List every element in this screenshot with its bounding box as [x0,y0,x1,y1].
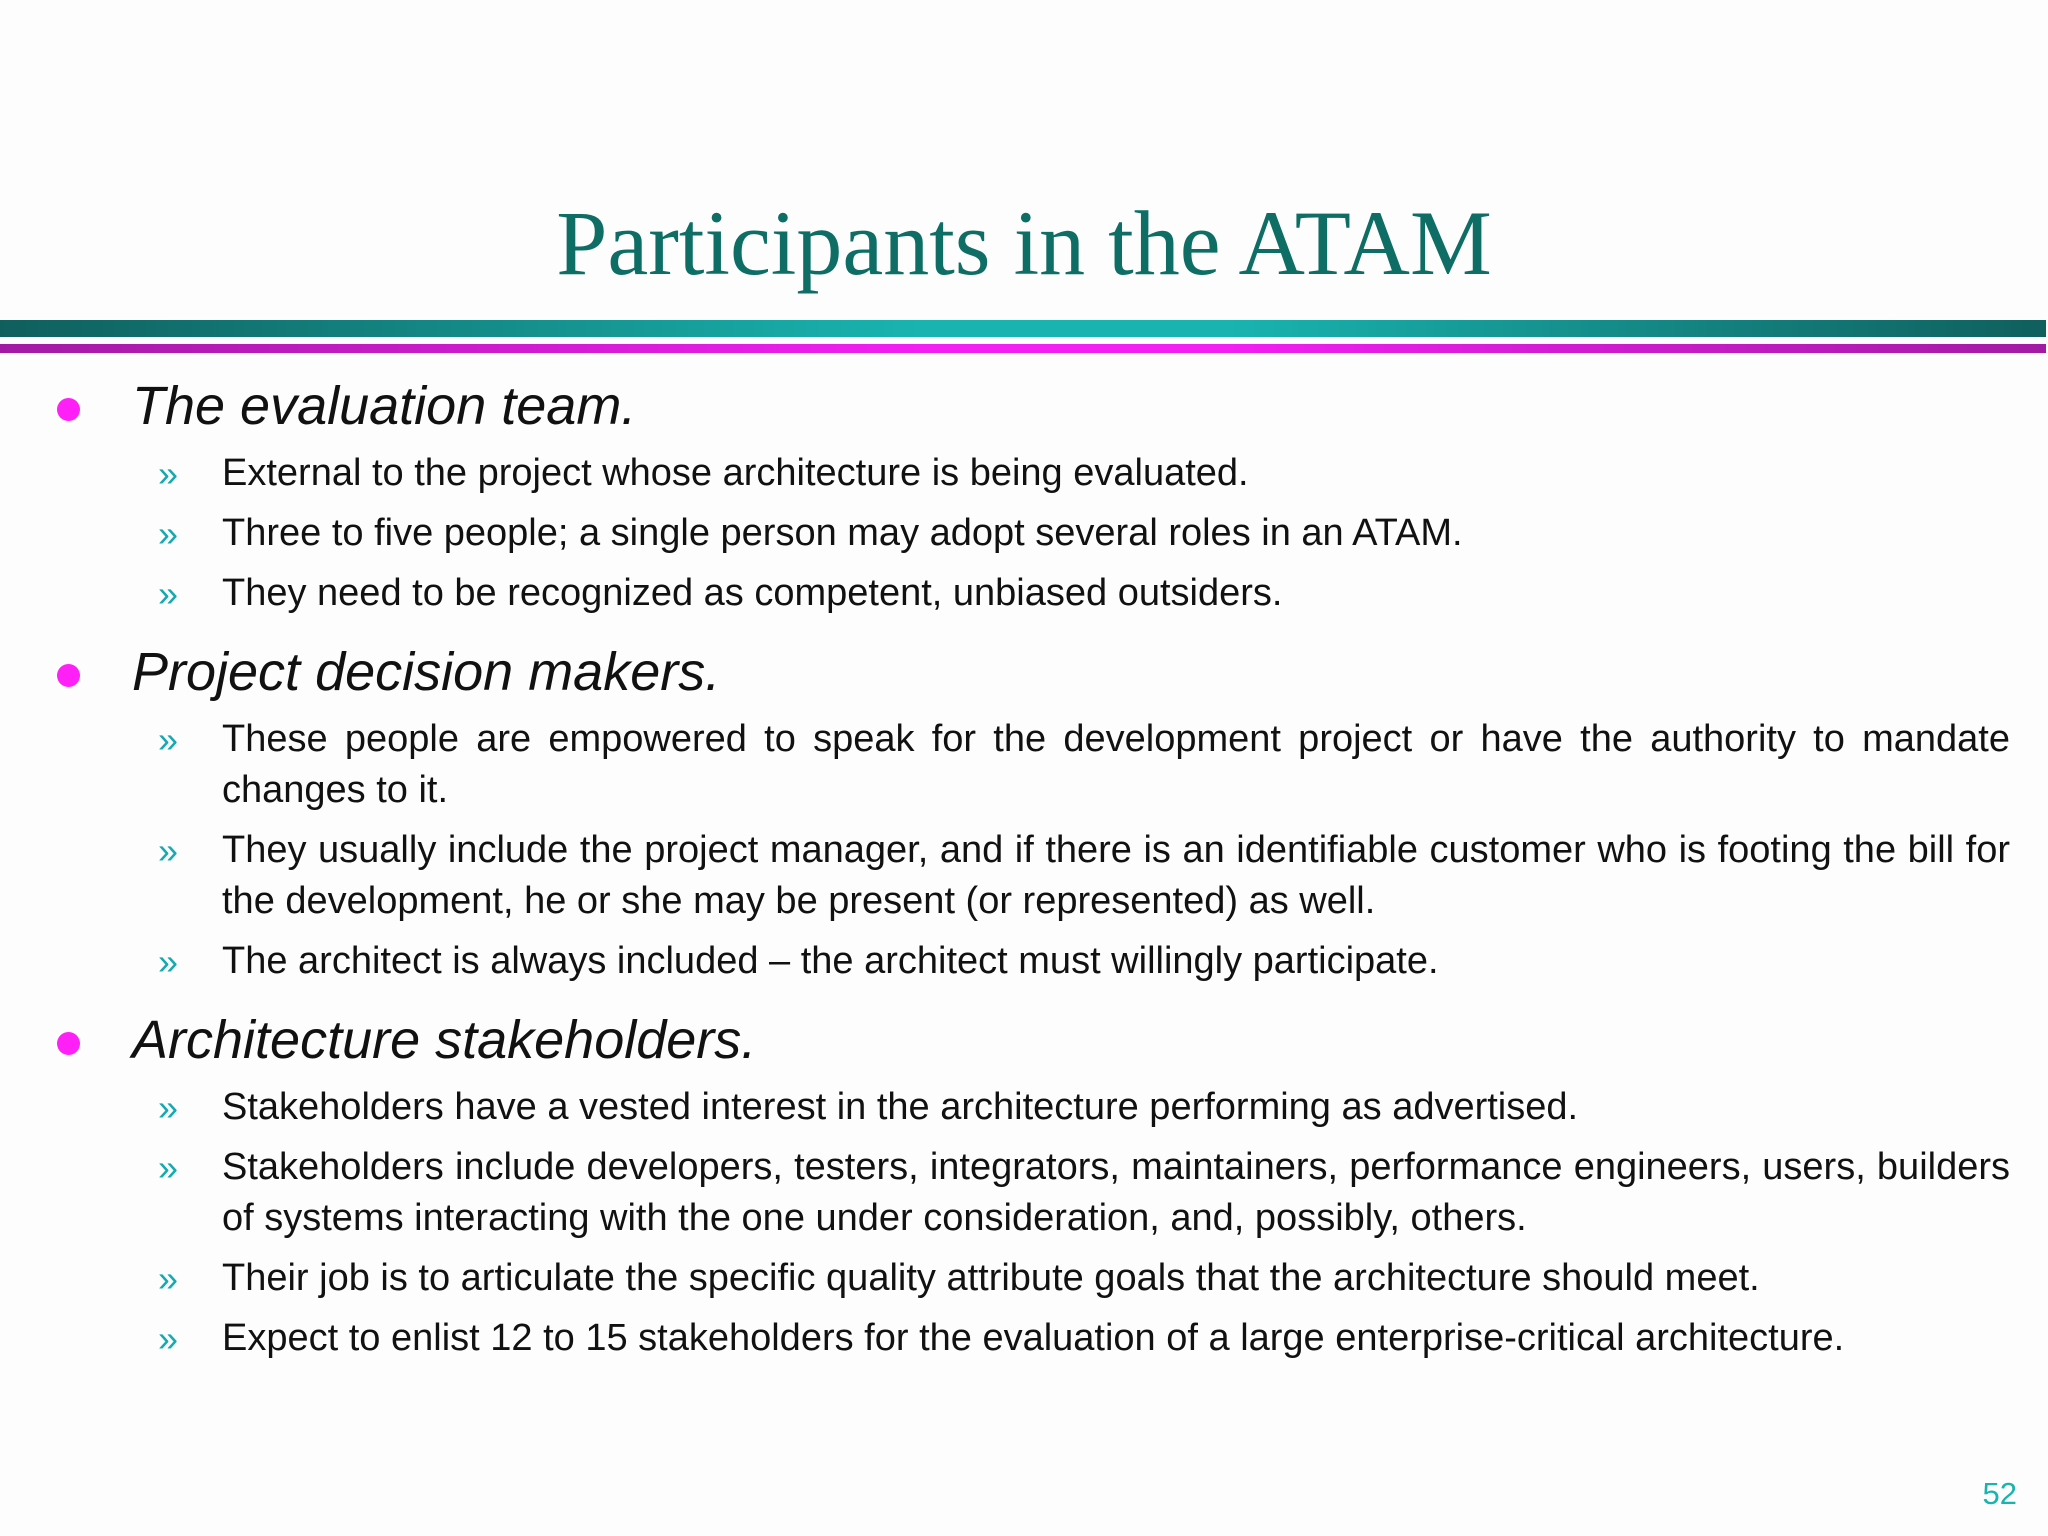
heading-text: Architecture stakeholders. [132,1010,757,1070]
page-number: 52 [1982,1476,2017,1511]
bullet-dot-icon [57,398,80,421]
chevron-marker-icon: » [158,1147,179,1188]
sub-bullet-text: Expect to enlist 12 to 15 stakeholders for the evaluation of a large enterprise-critical architecture. [222,1317,1845,1359]
bullet-heading [0,1008,2048,1082]
chevron-marker-icon: » [158,573,179,614]
bullet-dot-icon [57,664,80,687]
chevron-marker-icon: » [158,453,179,494]
sub-bullet [0,568,2048,619]
bullet-heading [0,640,2048,714]
sub-bullet [0,936,2048,987]
sub-bullet-text: They need to be recognized as competent, unbiased outsiders. [222,572,1283,614]
sub-bullet-text: These people are empowered to speak for the development project or have the authority to mandate changes to it. [222,718,2010,811]
sub-bullet-text: Three to five people; a single person may adopt several roles in an ATAM. [222,512,1463,554]
section-decision-makers [0,640,2048,987]
sub-bullet-text: They usually include the project manager, and if there is an identifiable customer who is footing the bill for the development, he or she may be present (or represented) as well. [222,829,2010,922]
title-divider-magenta [0,344,2046,353]
heading-text: Project decision makers. [132,642,721,702]
chevron-marker-icon: » [158,513,179,554]
sub-bullet-text: Their job is to articulate the specific quality attribute goals that the architecture should meet. [222,1257,1760,1299]
section-stakeholders [0,1008,2048,1364]
heading-text: The evaluation team. [132,376,637,436]
bullet-dot-icon [57,1032,80,1055]
sub-bullet [0,1313,2048,1364]
sub-bullet-text: External to the project whose architecture is being evaluated. [222,452,1249,494]
sub-bullet [0,448,2048,499]
sub-bullet-text: The architect is always included – the architect must willingly participate. [222,940,1439,982]
sub-bullet [0,825,2048,927]
chevron-marker-icon: » [158,941,179,982]
sub-bullet [0,714,2048,816]
slide-content [0,374,2048,1373]
chevron-marker-icon: » [158,1318,179,1359]
slide-title: Participants in the ATAM [556,192,1492,294]
sub-bullet [0,1253,2048,1304]
section-evaluation-team [0,374,2048,619]
chevron-marker-icon: » [158,719,179,760]
sub-bullet [0,508,2048,559]
sub-bullet-text: Stakeholders include developers, testers, integrators, maintainers, performance engineers, users, builders of systems interacting with the one under consideration, and, possibly, others. [222,1146,2010,1239]
sub-bullet [0,1082,2048,1133]
sub-bullet [0,1142,2048,1244]
chevron-marker-icon: » [158,1258,179,1299]
bullet-heading [0,374,2048,448]
title-divider-teal [0,320,2046,337]
sub-bullet-text: Stakeholders have a vested interest in the architecture performing as advertised. [222,1086,1579,1128]
chevron-marker-icon: » [158,1087,179,1128]
chevron-marker-icon: » [158,830,179,871]
